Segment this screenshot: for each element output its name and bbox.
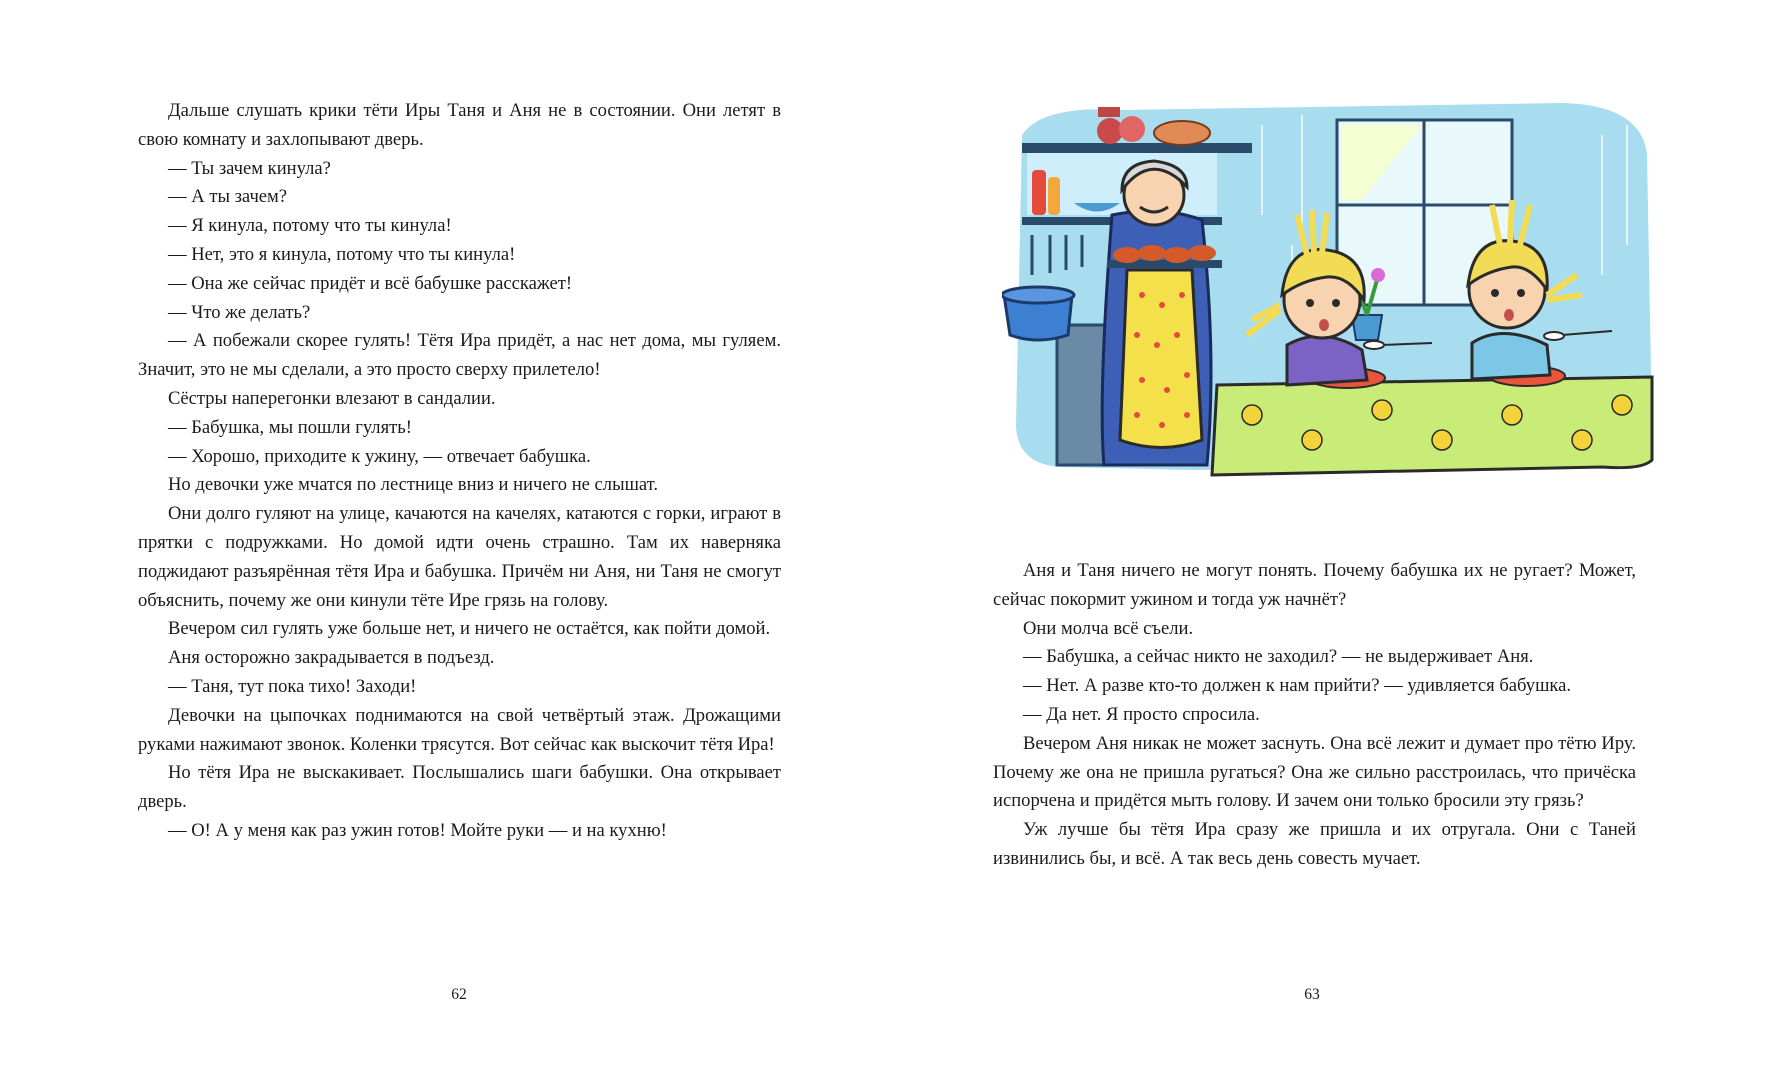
paragraph: — А побежали скорее гулять! Тётя Ира придёт, а нас нет дома, мы гуляем. Значит, это не мы сделали, а это просто сверху прилетело! [138,330,781,381]
page-number: 63 [1304,986,1320,1003]
paragraph: Но девочки уже мчатся по лестнице вниз и ничего не слышат. [168,474,659,496]
paragraph: Они молча всё съели. [1023,617,1194,639]
paragraph: Девочки на цыпочках поднимаются на свой четвёртый этаж. Дрожащими руками нажимают звонок. Коленки трясутся. Вот сейчас как выскочит тётя Ира! [138,704,781,755]
paragraph: Аня осторожно закрадывается в подъезд. [168,647,495,669]
paragraph: Дальше слушать крики тёти Иры Таня и Аня не в состоянии. Они летят в свою комнату и захлопывают дверь. [138,100,781,150]
paragraph: — Бабушка, а сейчас никто не заходил? — не выдерживает Аня. [1023,646,1534,668]
right-page-text [993,557,1636,874]
paragraph: Вечером сил гулять уже больше нет, и ничего не остаётся, как пойти домой. [168,618,771,640]
paragraph: — Да нет. Я просто спросила. [1023,703,1260,725]
paragraph: — Хорошо, приходите к ужину, — отвечает бабушка. [168,445,591,467]
paragraph: Уж лучше бы тётя Ира сразу же пришла и их отругала. Они с Таней извинились бы, и всё. А так весь день совесть мучает. [993,819,1636,869]
paragraph: Они долго гуляют на улице, качаются на качелях, катаются с горки, играют в прятки с подружками. Но домой идти очень страшно. Там их наверняка поджидают разъярённая тётя Ира и бабушка. Причём ни Аня, ни Таня не смогут объяснить, почему же они кинули тёте Ире грязь на голову. [138,503,781,611]
paragraph: — Нет, это я кинула, потому что ты кинула! [168,243,516,265]
paragraph: Аня и Таня ничего не могут понять. Почему бабушка их не ругает? Может, сейчас покормит ужином и тогда уж начнёт? [993,560,1636,610]
paragraph: — Она же сейчас придёт и всё бабушке расскажет! [168,272,573,294]
paragraph: — Что же делать? [168,301,311,323]
kitchen-illustration [1002,95,1654,527]
paragraph: — А ты зачем? [168,186,288,208]
page-number: 62 [451,986,467,1003]
paragraph: Но тётя Ира не выскакивает. Послышались шаги бабушки. Она открывает дверь. [138,762,781,813]
paragraph: — Бабушка, мы пошли гулять! [168,416,412,438]
paragraph: Вечером Аня никак не может заснуть. Она всё лежит и думает про тётю Иру. Почему же она не пришла ругаться? Она же сильно расстроилась, что причёска испорчена и придётся мыть голову. И зачем они только бросили эту грязь? [993,732,1636,812]
paragraph: — Ты зачем кинула? [168,157,331,179]
kitchen-scene-image [1002,95,1654,527]
paragraph: — Я кинула, потому что ты кинула! [168,215,452,237]
paragraph: — Таня, тут пока тихо! Заходи! [168,675,417,697]
left-page-text [138,97,781,846]
paragraph: — О! А у меня как раз ужин готов! Мойте руки — и на кухню! [168,819,667,841]
paragraph: — Нет. А разве кто-то должен к нам прийти? — удивляется бабушка. [1023,675,1572,697]
paragraph: Сёстры наперегонки влезают в сандалии. [168,387,496,409]
